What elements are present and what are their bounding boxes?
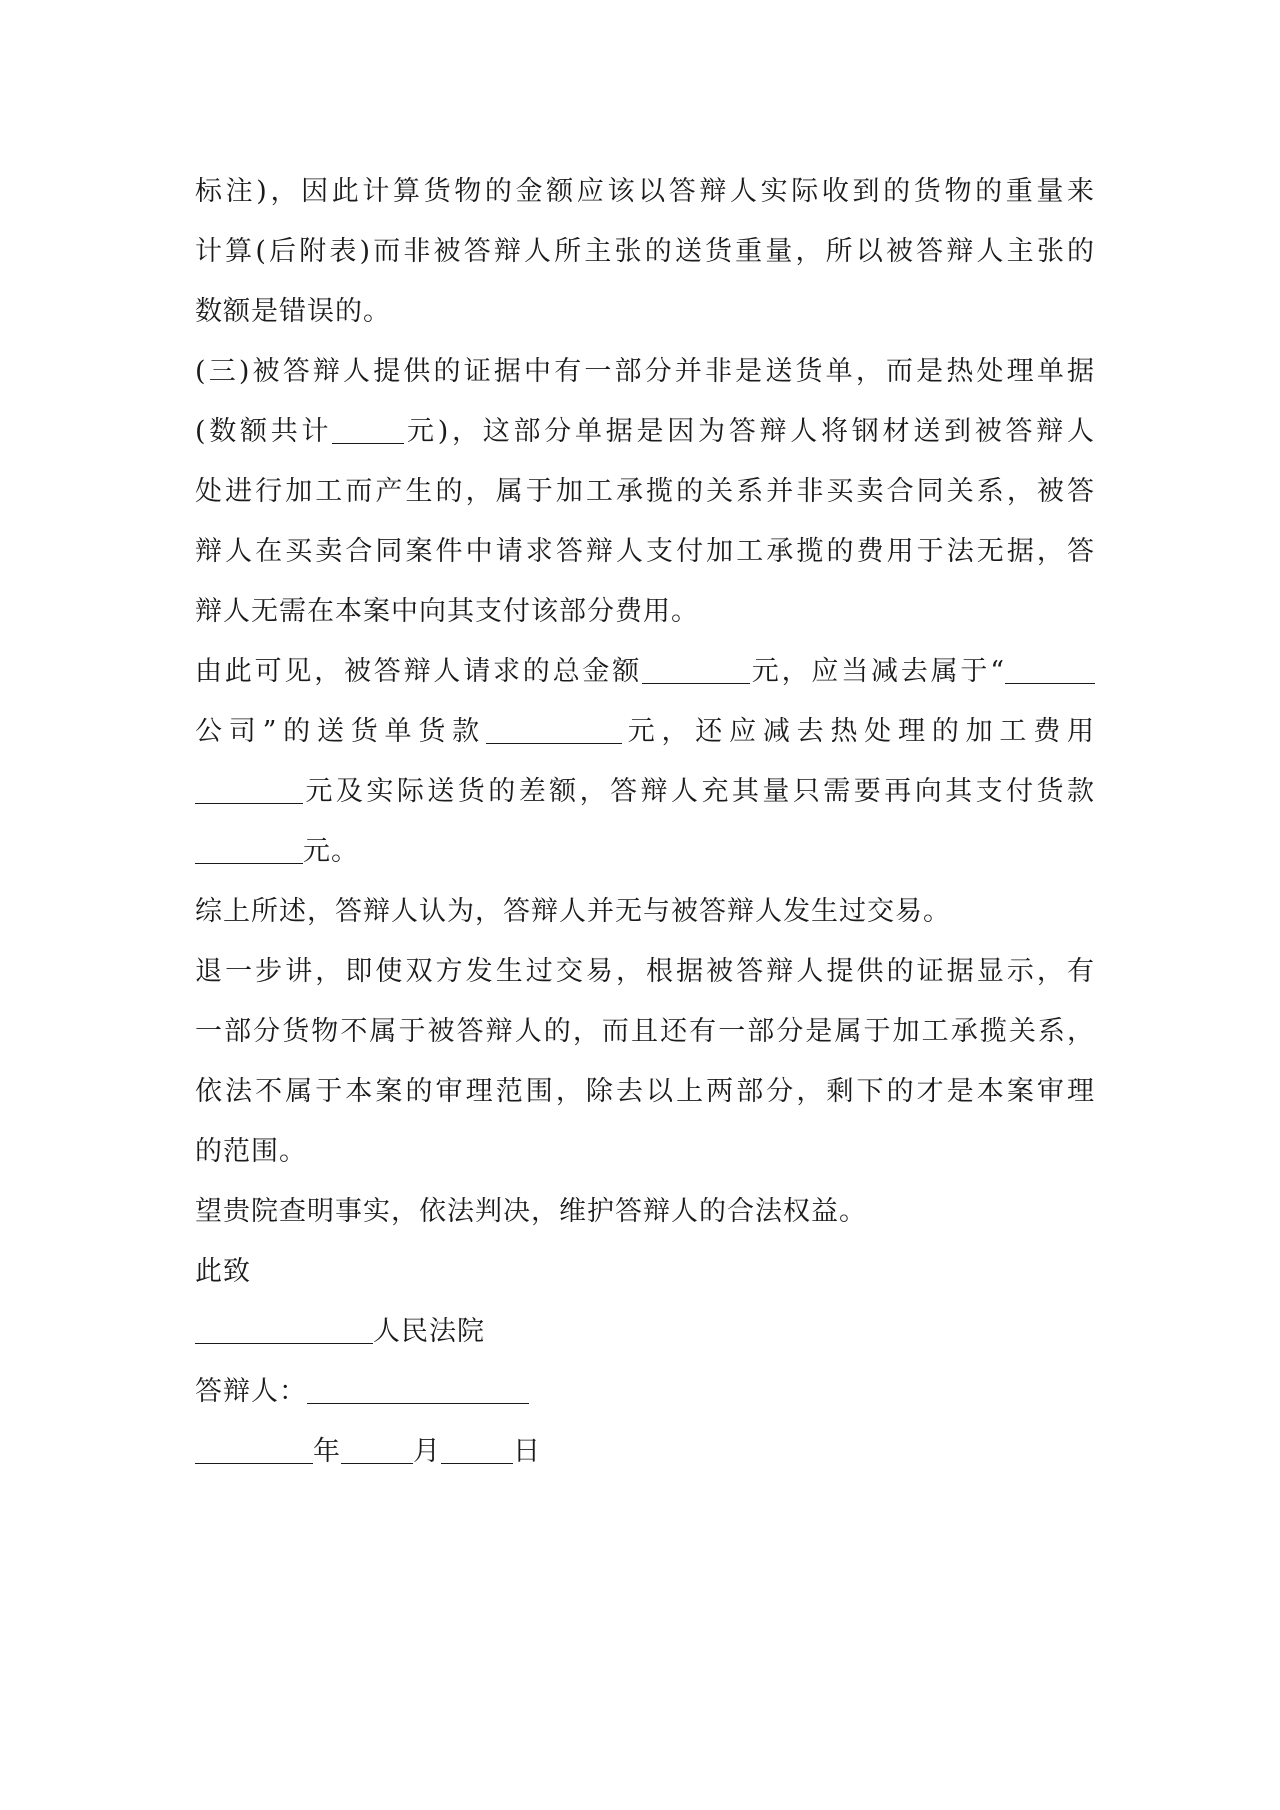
fill-in-blank-amount[interactable] — [332, 417, 404, 444]
text-line: 综上所述，答辩人认为，答辩人并无与被答辩人发生过交易。 — [195, 896, 951, 927]
text-line: 计算(后附表)而非被答辩人所主张的送货重量，所以被答辩人主张的 — [195, 236, 1095, 267]
paragraph-request — [195, 1182, 1095, 1242]
fill-in-blank-court-name[interactable] — [195, 1317, 373, 1344]
closing-salutation — [195, 1242, 1095, 1302]
paragraph-heat-treatment — [195, 342, 1095, 642]
text-line — [195, 822, 1095, 882]
defendant-label: 答辩人： — [195, 1376, 307, 1407]
fill-in-blank-day[interactable] — [441, 1437, 513, 1464]
fill-in-blank-company[interactable] — [1005, 657, 1095, 684]
text-line: 一部分货物不属于被答辩人的，而且还有一部分是属于加工承揽关系， — [195, 1016, 1095, 1047]
text-line: 的范围。 — [195, 1136, 307, 1167]
text-line: 退一步讲，即使双方发生过交易，根据被答辩人提供的证据显示，有 — [195, 956, 1095, 987]
court-addressee — [195, 1302, 1095, 1362]
text-line: 依法不属于本案的审理范围，除去以上两部分，剩下的才是本案审理 — [195, 1076, 1095, 1107]
paragraph-alternative-argument — [195, 942, 1095, 1182]
text-line: 辩人无需在本案中向其支付该部分费用。 — [195, 596, 699, 627]
text-segment: 元，还应减去热处理的加工费用 — [621, 716, 1095, 747]
text-line — [195, 762, 1095, 822]
text-segment: (数额共计 — [195, 416, 333, 447]
text-segment: 元，应当减去属于“ — [750, 656, 1005, 687]
paragraph-weight-calculation — [195, 162, 1095, 342]
text-line — [195, 1362, 1095, 1422]
text-line: 处进行加工而产生的，属于加工承揽的关系并非买卖合同关系，被答 — [195, 476, 1095, 507]
text-segment: 元及实际送货的差额，答辩人充其量只需要再向其支付货款 — [303, 776, 1095, 807]
text-line: 标注)，因此计算货物的金额应该以答辩人实际收到的货物的重量来 — [195, 176, 1095, 207]
text-line — [195, 1422, 1095, 1482]
text-segment: 由此可见，被答辩人请求的总金额 — [195, 656, 642, 687]
paragraph-amount-deduction — [195, 642, 1095, 882]
defendant-signature-line — [195, 1362, 1095, 1422]
fill-in-blank-delivery-amount[interactable] — [486, 717, 622, 744]
text-line — [195, 702, 1095, 762]
paragraph-summary — [195, 882, 1095, 942]
text-segment: 公司”的送货单货款 — [195, 716, 486, 747]
month-label: 月 — [413, 1436, 441, 1467]
text-line: (三)被答辩人提供的证据中有一部分并非是送货单，而是热处理单据 — [195, 356, 1095, 387]
fill-in-blank-defendant-name[interactable] — [307, 1377, 529, 1404]
fill-in-blank-year[interactable] — [195, 1437, 313, 1464]
text-segment: 元。 — [303, 836, 359, 867]
day-label: 日 — [513, 1436, 541, 1467]
court-label: 人民法院 — [373, 1316, 485, 1347]
fill-in-blank-month[interactable] — [341, 1437, 413, 1464]
text-line — [195, 402, 1095, 462]
document-body — [195, 162, 1095, 1482]
text-line — [195, 1302, 1095, 1362]
fill-in-blank-total-amount[interactable] — [642, 657, 750, 684]
fill-in-blank-payment[interactable] — [195, 837, 303, 864]
date-line — [195, 1422, 1095, 1482]
year-label: 年 — [313, 1436, 341, 1467]
text-segment: 元)，这部分单据是因为答辩人将钢材送到被答辩人 — [404, 416, 1095, 447]
text-line: 数额是错误的。 — [195, 296, 391, 327]
text-line: 望贵院查明事实，依法判决，维护答辩人的合法权益。 — [195, 1196, 867, 1227]
text-line: 此致 — [195, 1256, 251, 1287]
text-line: 辩人在买卖合同案件中请求答辩人支付加工承揽的费用于法无据，答 — [195, 536, 1095, 567]
fill-in-blank-processing-fee[interactable] — [195, 777, 303, 804]
text-line — [195, 642, 1095, 702]
